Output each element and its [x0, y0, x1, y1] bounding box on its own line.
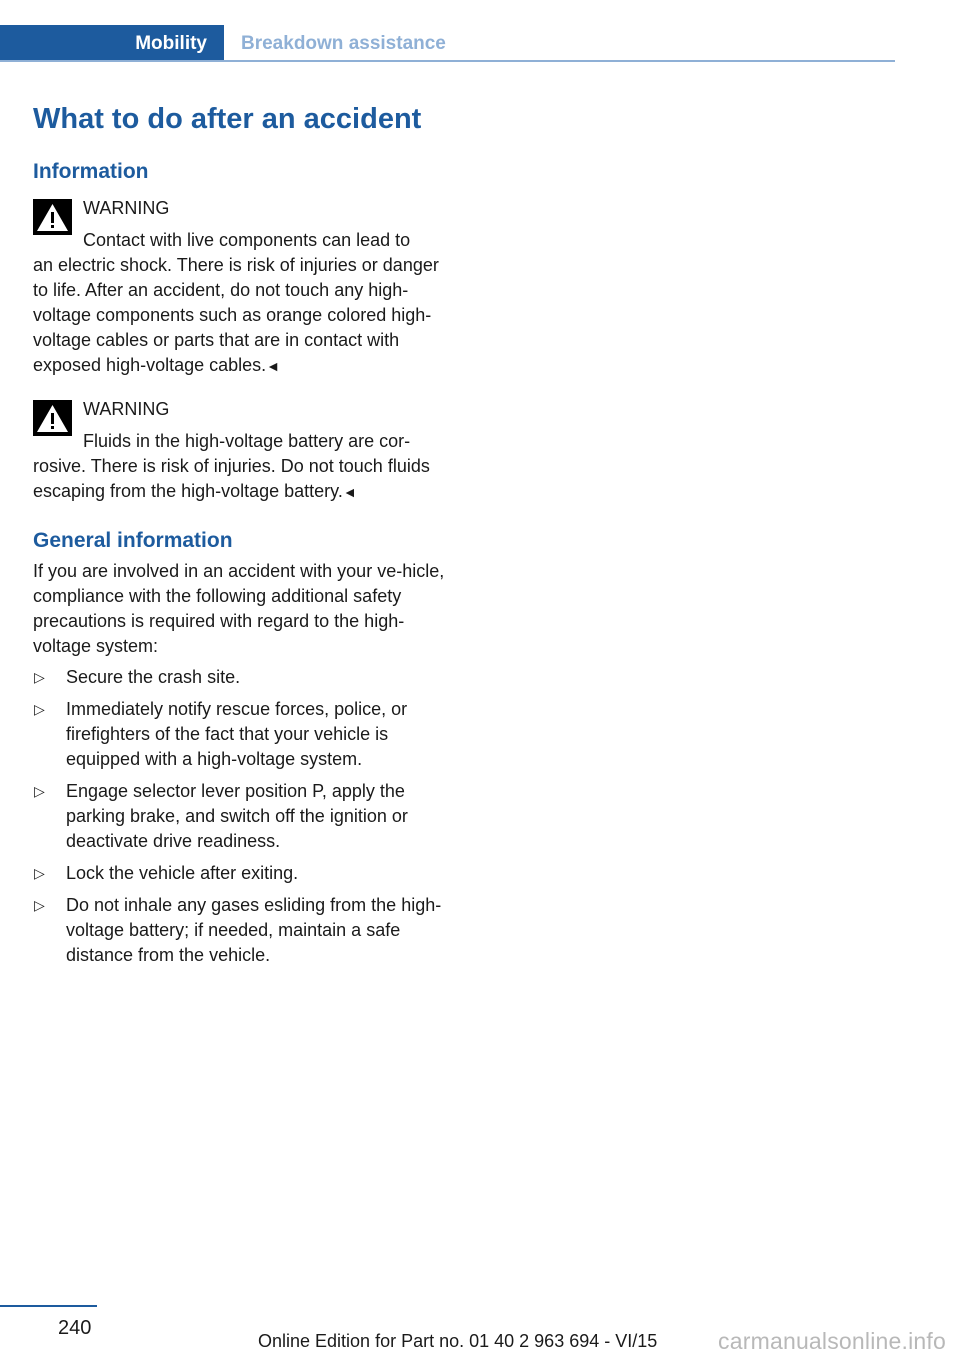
- triangle-bullet-icon: ▷: [34, 865, 45, 881]
- list-item: [33, 893, 451, 968]
- footer-divider: [0, 1305, 97, 1307]
- warning-title: WARNING: [83, 198, 170, 218]
- warning-title: WARNING: [83, 399, 170, 419]
- list-item-text: Do not inhale any gases esliding from the high-voltage battery; if needed, maintain a safe distance from the vehicle.: [66, 895, 442, 965]
- page-header: [0, 25, 895, 62]
- warning-text: [33, 228, 451, 379]
- information-heading: Information: [33, 160, 149, 183]
- general-information-text: If you are involved in an accident with your ve-hicle, compliance with the following additional safety precautions is required with regard to the high-voltage system:: [33, 561, 445, 656]
- list-item: [33, 779, 451, 854]
- triangle-bullet-icon: ▷: [34, 783, 45, 799]
- warning-text-first-line: Fluids in the high-voltage battery are cor-: [83, 431, 411, 451]
- list-item-text: Engage selector lever position P, apply the parking brake, and switch off the ignition or deactivate drive readiness.: [66, 781, 408, 851]
- warning-text-rest: an electric shock. There is risk of injuries or danger to life. After an accident, do not touch any high-voltage components such as orange colored high-voltage cables or parts that are in contact with exposed high-voltage cables.: [33, 255, 439, 375]
- watermark: carmanualsonline.info: [718, 1328, 946, 1354]
- page-title: What to do after an accident: [33, 103, 422, 135]
- list-item-text: Lock the vehicle after exiting.: [66, 863, 299, 883]
- list-item-text: Secure the crash site.: [66, 667, 241, 687]
- safety-precautions-list: [33, 665, 451, 968]
- triangle-bullet-icon: ▷: [34, 669, 45, 685]
- list-item: [33, 861, 451, 886]
- header-divider: [0, 60, 895, 62]
- chapter-tab-mobility[interactable]: Mobility: [0, 25, 224, 62]
- triangle-bullet-icon: ▷: [34, 897, 45, 913]
- end-of-warning-mark: ◄: [342, 484, 357, 500]
- warning-block-electric-shock: [33, 196, 451, 379]
- warning-text-rest: rosive. There is risk of injuries. Do not touch fluids escaping from the high-voltage battery.: [33, 456, 430, 501]
- list-item: [33, 665, 451, 690]
- warning-triangle-icon: [33, 400, 72, 436]
- list-item-text: Immediately notify rescue forces, police, or firefighters of the fact that your vehicle is equipped with a high-voltage system.: [66, 699, 408, 769]
- list-item: [33, 697, 451, 772]
- warning-block-corrosive-fluids: [33, 397, 451, 505]
- triangle-bullet-icon: ▷: [34, 701, 45, 717]
- warning-text: [33, 429, 451, 505]
- section-tab-breakdown-assistance[interactable]: Breakdown assistance: [241, 33, 446, 54]
- page-number: 240: [58, 1317, 92, 1339]
- warning-text-first-line: Contact with live components can lead to: [83, 230, 411, 250]
- end-of-warning-mark: ◄: [266, 358, 281, 374]
- warning-triangle-icon: [33, 199, 72, 235]
- main-content: [33, 100, 451, 975]
- edition-note: Online Edition for Part no. 01 40 2 963 694 - VI/15: [258, 1331, 658, 1351]
- general-information-heading: General information: [33, 529, 233, 552]
